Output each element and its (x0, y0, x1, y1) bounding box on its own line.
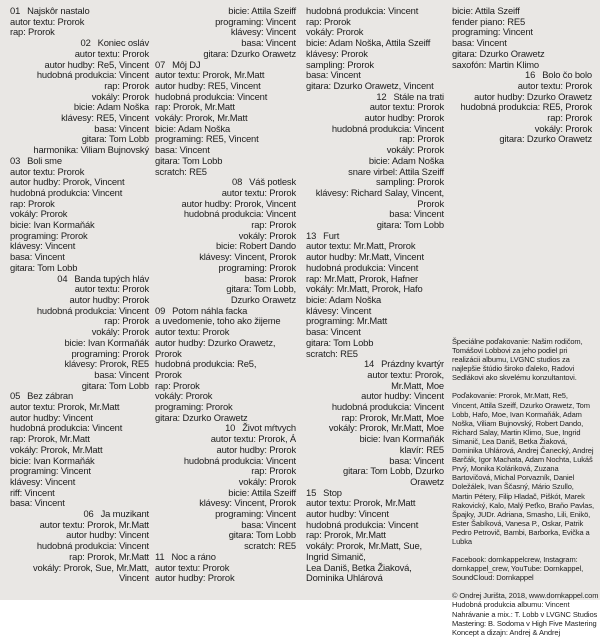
credit-line: bicie: Attila Szeiff (228, 486, 296, 498)
credit-line: gitara: Tom Lobb (81, 379, 149, 391)
track-number: 13 (306, 229, 317, 241)
credit-line: Ingrid Simanič, (306, 550, 366, 562)
credit-line: Prorok (155, 368, 182, 380)
credit-line: klávesy: Richard Salay, Vincent, (315, 186, 444, 198)
smallprint-paragraph: Poďakovanie: Prorok, Mr.Matt, Re5, Vincent, Attila Szeiff, Dzurko Orawetz, Tom Lobb, Hafo, Moe, Ivan Kormaňák, Adam Noška, Viliam Bujnovský, Robert Dando, Richard Salay, Martin Klimo, Sue, Ingrid Simanič, Lea Daniš, Betka Žiaková, Dominika Uhlárová, Andrej Čanecký, Andrej Barčák, Igor Machata, Adam Nochta, Lukáš Prvý, Monika Koláriková, Zuzana Bartovičová, Michal Porvazník, Daniel Doležálek, Ivan Ščasný, Mário Szullo, Martin Pétery, Filip Hladač, Piškót, Marek Rakovický, Kalo, Malý Peťko, Braňo Pavlas, Špajky, JUDr. Adriana, Smasho, Lili, Enikö, Ester Šabíková, Vanesa P., Oskar, Patrik Pedro Petrovič, Bambi, Barborka, Evička a Lubka (452, 391, 595, 546)
track-number: 12 (376, 90, 387, 102)
credit-line: basa: Vincent (241, 518, 296, 530)
track-name: Bez zábran (27, 390, 74, 402)
track-number: 08 (232, 176, 243, 188)
credit-line: vokály: Prorok (155, 390, 213, 402)
track-number: 15 (306, 486, 317, 498)
credit-line: harmonika: Viliam Bujnovský (33, 144, 149, 156)
track-name: Noc a ráno (171, 550, 216, 562)
credit-line: scratch: RE5 (306, 347, 358, 359)
credit-line: vokály: Prorok (10, 208, 68, 220)
track-name: Život mŕtvych (242, 422, 296, 434)
credit-line: scratch: RE5 (155, 165, 207, 177)
track-name: Stop (323, 486, 342, 498)
track-number: 16 (525, 69, 536, 81)
track-number: 03 (10, 154, 21, 166)
track-name: Váš potlesk (249, 176, 296, 188)
credit-line: rap: Prorok, Mr.Matt (155, 101, 235, 113)
credit-line: programing: Mr.Matt (306, 315, 388, 327)
credit-line: programing: Prorok (71, 347, 149, 359)
credit-line: vokály: Prorok (386, 144, 444, 156)
credit-line: autor hudby: Vincent (361, 390, 444, 402)
credit-line: hudobná produkcia: RE5, Prorok (460, 101, 592, 113)
credit-line: gitara: Tom Lobb (228, 529, 296, 541)
credit-line: basa: Vincent (389, 454, 444, 466)
credit-line: autor hudby: Prorok (364, 112, 444, 124)
credit-line: autor hudby: Vincent (306, 508, 389, 520)
credit-line: sampling: Prorok (306, 58, 374, 70)
credit-line: vokály: Prorok, Mr.Matt, Sue, (306, 540, 422, 552)
smallprint (452, 337, 599, 637)
credit-line: Vincent (118, 572, 149, 584)
credit-line: basa: Vincent (306, 69, 361, 81)
credit-line: klávesy: Vincent (306, 304, 372, 316)
track-name: Furt (323, 229, 340, 241)
credit-line: basa: Vincent (241, 37, 296, 49)
credit-line: autor hudby: Prorok, Vincent (10, 176, 125, 188)
credit-line: hudobná produkcia: Vincent (331, 401, 444, 413)
credit-line: klávesy: Vincent (10, 475, 76, 487)
colophon-line: Mastering: B. Sodoma v High Five Mastering (452, 618, 597, 628)
track-name: Prázdny kvartýr (381, 358, 444, 370)
credit-line: gitara: Tom Lobb (10, 261, 78, 273)
credit-line: autor textu: Prorok (221, 186, 296, 198)
credit-line: autor textu: Prorok, (367, 368, 444, 380)
credit-line: Dominika Uhlárová (306, 572, 383, 584)
credit-line: programing: Vincent (215, 15, 296, 27)
credit-line: gitara: Tom Lobb, Dzurko (343, 465, 444, 477)
credit-line: gitara: Tom Lobb (81, 133, 149, 145)
credit-line: vokály: Mr.Matt, Prorok, Hafo (306, 283, 423, 295)
credit-line: basa: Prorok (244, 272, 296, 284)
credit-line: hudobná produkcia: Vincent (183, 208, 296, 220)
credit-line: basa: Vincent (155, 144, 210, 156)
track-number: 10 (225, 422, 236, 434)
track-number: 09 (155, 304, 166, 316)
track-name: Koniec osláv (97, 37, 149, 49)
credit-line: gitara: Tom Lobb, (226, 283, 296, 295)
credits-column-4 (452, 6, 592, 145)
credit-line: autor textu: Prorok, Mr.Matt (155, 69, 265, 81)
smallprint-paragraph: Facebook: dornkappelcrew, Instagram: dornkappel_crew, YouTube: Dornkappel, SoundCloud: Dornkappel (452, 555, 584, 583)
credit-line: basa: Vincent (94, 122, 149, 134)
smallprint-paragraph: Špeciálne poďakovanie: Našim rodičom, Tomášovi Lobbovi za jeho podiel pri realizácii albumu, LVGNC studios za najlepšie štúdio široko ďaleko, Radovi Sedlákovi ako skvelému konzultantovi. (452, 337, 583, 383)
credit-line: basa: Vincent (10, 497, 65, 509)
credit-line: rap: Prorok (104, 315, 149, 327)
track-name: Ja muzikant (100, 508, 149, 520)
credit-line: hudobná produkcia: Vincent (306, 261, 419, 273)
credit-line: autor textu: Prorok, Mr.Matt (306, 497, 416, 509)
credit-line: vokály: Prorok, Mr.Matt (10, 443, 103, 455)
colophon-line: © Ondrej Jurišta, 2018, www.dornkappel.com (452, 591, 599, 601)
credit-line: bicie: Adam Noška (73, 101, 149, 113)
credit-line: snare virbel: Attila Szeiff (348, 165, 444, 177)
track-number: 07 (155, 58, 166, 70)
credit-line: vokály: Prorok (238, 475, 296, 487)
credit-line: rap: Prorok (547, 112, 592, 124)
track-name: Stále na trati (393, 90, 444, 102)
credit-line: bicie: Ivan Kormaňák (64, 336, 149, 348)
credit-line: vokály: Prorok (91, 90, 149, 102)
credit-line: gitara: Dzurko Orawetz (203, 47, 296, 59)
credit-line: autor textu: Mr.Matt, Prorok (306, 240, 416, 252)
credit-line: Orawetz (410, 475, 444, 487)
credit-line: klávesy: Prorok (306, 47, 368, 59)
credit-line: gitara: Dzurko Orawetz, Vincent (306, 79, 434, 91)
track-number: 02 (80, 37, 91, 49)
track-title (10, 156, 149, 167)
track-name: Boli sme (27, 154, 62, 166)
track-number: 06 (83, 508, 94, 520)
credit-line: rap: Prorok (10, 26, 55, 38)
credit-line: autor hudby: Prorok (69, 293, 149, 305)
credits-column-1 (10, 6, 149, 584)
credit-line: vokály: Prorok, Mr.Matt, Moe (328, 422, 444, 434)
credit-line: vokály: Prorok (91, 326, 149, 338)
credit-line: Prorok (155, 347, 182, 359)
credit-line: gitara: Tom Lobb (155, 154, 223, 166)
credit-line: rap: Prorok (251, 219, 296, 231)
track-name: Najskôr nastalo (27, 5, 90, 16)
colophon-line: Hudobná produkcia albumu: Vincent (452, 600, 570, 610)
colophon-line: Nahrávanie a mix.: T. Lobb v LVGNC Studios (452, 609, 598, 619)
credit-line: hudobná produkcia: Vincent (331, 122, 444, 134)
credit-line: rap: Prorok, Mr.Matt, Moe (341, 411, 444, 423)
credit-line: klávesy: Vincent (230, 26, 296, 38)
credit-line: riff: Vincent (10, 486, 55, 498)
credit-line: autor hudby: Mr.Matt, Vincent (306, 251, 424, 263)
credit-line: hudobná produkcia: Vincent (10, 422, 123, 434)
credit-line: Lea Daniš, Betka Žiaková, (306, 561, 412, 573)
credit-line: autor hudby: Re5, Vincent (44, 58, 149, 70)
credit-line: autor textu: Prorok, Á (210, 433, 296, 445)
credit-line: hudobná produkcia: Vincent (306, 518, 419, 530)
track-number: 04 (57, 272, 68, 284)
credit-line: bicie: Ivan Kormaňák (10, 454, 95, 466)
credit-line: programing: Vincent (10, 465, 91, 477)
track-title (155, 552, 296, 563)
credit-line: bicie: Attila Szeiff (228, 5, 296, 16)
credit-line: hudobná produkcia: Vincent (10, 186, 123, 198)
credit-line: autor hudby: Vincent (10, 411, 93, 423)
credit-line: programing: Prorok (155, 401, 233, 413)
track-name: Banda tupých hláv (74, 272, 149, 284)
credit-line: gitara: Dzurko Orawetz (499, 133, 592, 145)
credit-line: bicie: Adam Noška (155, 122, 231, 134)
credit-line: programing: Vincent (215, 508, 296, 520)
credit-line: bicie: Adam Noška (306, 293, 382, 305)
credit-line: autor hudby: Vincent (66, 529, 149, 541)
credit-line: autor textu: Prorok, Mr.Matt (39, 518, 149, 530)
credit-line: klavír: RE5 (399, 443, 444, 455)
credit-line: autor hudby: Prorok, Vincent (181, 197, 296, 209)
credit-line: autor hudby: Dzurko Orawetz, (155, 336, 276, 348)
credit-line: basa: Vincent (94, 368, 149, 380)
credit-line: vokály: Prorok, Mr.Matt (155, 112, 248, 124)
credit-line: basa: Vincent (452, 37, 507, 49)
credit-line: autor hudby: Prorok (155, 572, 235, 584)
credit-line: vokály: Prorok (534, 122, 592, 134)
credit-line: gitara: Dzurko Orawetz (155, 411, 248, 423)
credit-line: rap: Prorok, Mr.Matt (69, 550, 149, 562)
credit-line: hudobná produkcia: Vincent (36, 540, 149, 552)
credit-line: basa: Vincent (306, 326, 361, 338)
track-name: Bolo čo bolo (542, 69, 592, 81)
track-number: 01 (10, 5, 21, 16)
credit-line: programing: Prorok (218, 261, 296, 273)
credit-line: programing: Prorok (10, 229, 88, 241)
credit-line: rap: Prorok (306, 15, 351, 27)
credit-line: Prorok (417, 197, 444, 209)
credit-line: autor textu: Prorok, Mr.Matt (10, 401, 120, 413)
credit-line: autor textu: Prorok (517, 79, 592, 91)
credit-line: basa: Vincent (10, 251, 65, 263)
credit-line: gitara: Tom Lobb (306, 336, 374, 348)
credit-line: rap: Prorok (251, 465, 296, 477)
credit-line: autor textu: Prorok (10, 15, 85, 27)
credit-line: scratch: RE5 (244, 540, 296, 552)
colophon-block (452, 591, 599, 637)
colophon-line: Koncept a dizajn: Andrej & Andrej (452, 627, 561, 637)
credit-line: autor textu: Prorok (74, 283, 149, 295)
credit-line: bicie: Adam Noška (368, 154, 444, 166)
credit-line: basa: Vincent (389, 208, 444, 220)
credit-line: rap: Prorok (399, 133, 444, 145)
credit-line: klávesy: RE5, Vincent (61, 112, 149, 124)
credit-line: autor textu: Prorok (369, 101, 444, 113)
credits-column-3 (306, 6, 444, 584)
credit-line: vokály: Prorok (306, 26, 364, 38)
track-title-continuation: a uvedomenie, toho ako žijeme (155, 315, 281, 327)
credit-line: rap: Prorok, Mr.Matt (10, 433, 90, 445)
credit-line: klávesy: Vincent, Prorok (199, 251, 296, 263)
credit-line: programing: Vincent (452, 26, 533, 38)
credit-line: rap: Prorok, Mr.Matt (306, 529, 386, 541)
credit-line: hudobná produkcia: Re5, (155, 358, 257, 370)
credit-line: bicie: Adam Noška, Attila Szeiff (306, 37, 431, 49)
credit-line: hudobná produkcia: Vincent (36, 69, 149, 81)
credit-line: autor textu: Prorok (10, 165, 85, 177)
credit-line: vokály: Prorok, Sue, Mr.Matt, (33, 561, 149, 573)
track-number: 14 (363, 358, 375, 370)
credit-line: bicie: Robert Dando (215, 240, 296, 252)
credit-line: bicie: Ivan Kormaňák (10, 219, 95, 231)
credit-line: rap: Mr.Matt, Prorok, Hafner (306, 272, 418, 284)
credit-line: hudobná produkcia: Vincent (155, 90, 268, 102)
credit-line: gitara: Dzurko Orawetz (452, 47, 545, 59)
credit-line: autor hudby: Prorok (216, 443, 296, 455)
track-name: Môj DJ (172, 58, 201, 70)
track-number: 05 (10, 390, 21, 402)
credit-line: gitara: Tom Lobb (376, 219, 444, 231)
credit-line: autor textu: Prorok (155, 561, 230, 573)
credit-line: rap: Prorok (10, 197, 55, 209)
credit-line: rap: Prorok (155, 379, 200, 391)
credit-line: Mr.Matt, Moe (391, 379, 444, 391)
credit-line: autor hudby: RE5, Vincent (155, 79, 261, 91)
credit-line: klávesy: Vincent (10, 240, 76, 252)
credit-line: bicie: Ivan Kormaňák (359, 433, 444, 445)
credit-line: autor textu: Prorok (155, 326, 230, 338)
credit-line: hudobná produkcia: Vincent (36, 304, 149, 316)
credit-line: bicie: Attila Szeiff (452, 5, 520, 16)
credit-line: Dzurko Orawetz (230, 293, 296, 305)
credit-line: vokály: Prorok (238, 229, 296, 241)
credits-column-2 (155, 6, 296, 584)
credit-line: programing: RE5, Vincent (155, 133, 259, 145)
credit-line: rap: Prorok (104, 79, 149, 91)
credit-line: sampling: Prorok (376, 176, 444, 188)
credit-line: klávesy: Prorok, RE5 (64, 358, 149, 370)
credit-line: autor textu: Prorok (74, 47, 149, 59)
credit-line: hudobná produkcia: Vincent (183, 454, 296, 466)
credit-line: saxofón: Martin Klimo (452, 58, 539, 70)
credit-line: fender piano: RE5 (452, 15, 526, 27)
track-number: 11 (155, 550, 165, 562)
track-name: Potom náhla facka (172, 304, 248, 316)
credit-line: klávesy: Vincent, Prorok (199, 497, 296, 509)
credit-line: autor hudby: Dzurko Orawetz (474, 90, 592, 102)
credit-line: hudobná produkcia: Vincent (306, 5, 419, 16)
